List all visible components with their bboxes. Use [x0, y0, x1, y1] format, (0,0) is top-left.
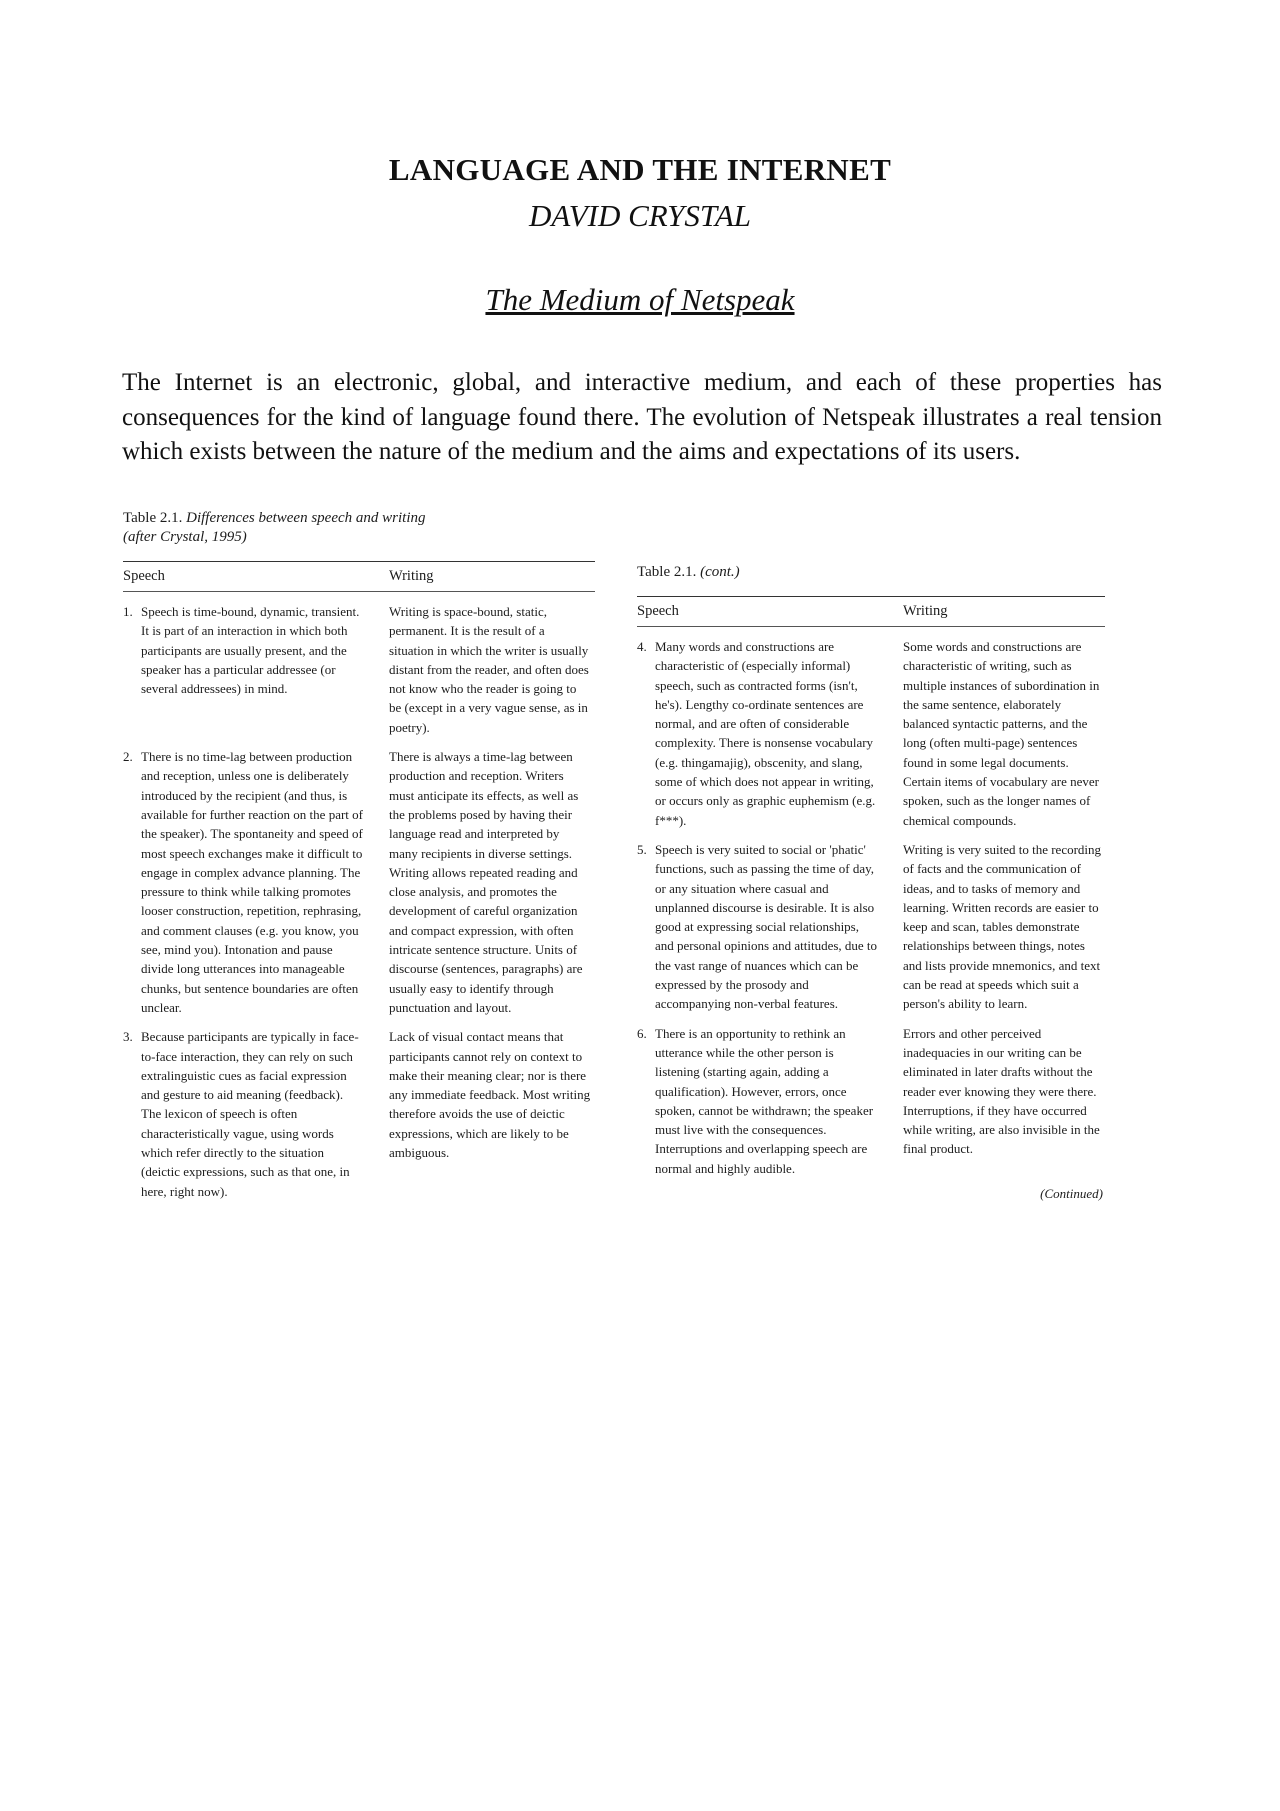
row-number: 6.	[637, 1025, 647, 1041]
speech-cell: There is no time-lag between production and reception, unless one is deliberately introduced by the recipient (and thus, is available for further reaction on the part of the speaker). The spontaneity and speed of most speech exchanges make it difficult to engage in complex advance planning. The pressure to think while talking promotes looser construction, repetition, rephrasing, and comment clauses (e.g. you know, you see, mind you). Intonation and pause divide long utterances into manageable chunks, but sentence boundaries are often unclear.	[141, 749, 363, 1015]
table-row	[637, 637, 1105, 830]
writing-cell: Lack of visual contact means that participants cannot rely on context to make their meaning clear; nor is there any immediate feedback. Most writing therefore avoids the use of deictic expressions, which are likely to be ambiguous.	[389, 1029, 591, 1161]
column-header-speech: Speech	[123, 568, 165, 584]
writing-cell: Errors and other perceived inadequacies in our writing can be eliminated in later drafts without the reader ever knowing they were there. Interruptions, if they have occurred while writing, are also invisible in the final product.	[903, 1025, 1100, 1157]
table-row	[637, 1024, 1105, 1178]
table-row	[123, 747, 595, 1017]
document-author: DAVID CRYSTAL	[528, 198, 752, 233]
speech-cell: Speech is very suited to social or 'phatic' functions, such as passing the time of day, or any situation where casual and unplanned discourse is desirable. It is also good at expressing social relationships, and personal opinions and attitudes, due to the vast range of nuances which can be expressed by the prosody and accompanying non-verbal features.	[655, 841, 878, 1012]
row-number: 3.	[123, 1029, 133, 1045]
column-header-writing: Writing	[903, 603, 948, 619]
table-speech-writing-continued	[637, 563, 1105, 1202]
writing-cell: Writing is very suited to the recording of facts and the communication of ideas, and to tasks of memory and learning. Written records are easier to keep and scan, tables demonstrate relationships between things, notes and lists provide mnemonics, and text can be read at speeds which suit a person's ability to learn.	[903, 841, 1102, 1012]
writing-cell: Writing is space-bound, static, permanent. It is the result of a situation in which the writer is usually distant from the reader, and often does not know who the reader is going to be (except in a very vague sense, as in poetry).	[389, 604, 589, 735]
speech-cell: Many words and constructions are characteristic of (especially informal) speech, such as contracted forms (isn't, he's). Lengthy co-ordinate sentences are normal, and are often of considerable complexity. There is nonsense vocabulary (e.g. thingamajig), obscenity, and slang, some of which does not appear in writing, or occurs only as graphic euphemism (e.g. f***).	[655, 639, 876, 828]
intro-paragraph: The Internet is an electronic, global, and interactive medium, and each of these properties has consequences for the kind of language found there. The evolution of Netspeak illustrates a real tension which exists between the nature of the medium and the aims and expectations of its users.	[122, 369, 1162, 465]
table-header-row	[123, 562, 595, 592]
speech-cell: Speech is time-bound, dynamic, transient. It is part of an interaction in which both participants are usually present, and the speaker has a particular addressee (or several addressees) in mind.	[141, 604, 360, 697]
row-number: 1.	[123, 604, 133, 619]
table-speech-writing	[123, 509, 595, 1201]
table-caption-note: (after Crystal, 1995)	[123, 529, 247, 545]
table-row	[123, 1027, 595, 1201]
row-number: 2.	[123, 749, 133, 765]
table-row	[637, 840, 1105, 1014]
continued-note: (Continued)	[1040, 1186, 1103, 1202]
table-row	[123, 602, 595, 737]
speech-cell: There is an opportunity to rethink an utterance while the other person is listening (starting again, adding a qualification). However, errors, once spoken, cannot be withdrawn; the speaker must live with the consequences. Interruptions and overlapping speech are normal and highly audible.	[655, 1025, 874, 1176]
table-caption-title: (cont.)	[700, 564, 740, 580]
section-title: The Medium of Netspeak	[485, 282, 795, 317]
row-number: 4.	[637, 639, 647, 654]
writing-cell: There is always a time-lag between production and reception. Writers must anticipate its effects, as well as the problems posed by having their language read and interpreted by many recipients in diverse settings. Writing allows repeated reading and close analysis, and promotes the development of careful organization and compact expression, with often intricate sentence structure. Units of discourse (sentences, paragraphs) are usually easy to identify through punctuation and layout.	[389, 749, 583, 1015]
table-header-row	[637, 597, 1105, 627]
table-caption	[637, 563, 1105, 582]
column-header-speech: Speech	[637, 603, 679, 619]
table-caption-label: Table 2.1.	[123, 510, 187, 526]
row-number: 5.	[637, 841, 647, 857]
speech-cell: Because participants are typically in face-to-face interaction, they can rely on such extralinguistic cues as facial expression and gesture to aid meaning (feedback). The lexicon of speech is often characteristically vague, using words which refer directly to the situation (deictic expressions, such as that one, in here, right now).	[141, 1029, 359, 1199]
table-caption-label: Table 2.1.	[637, 564, 701, 580]
column-header-writing: Writing	[389, 568, 434, 584]
writing-cell: Some words and constructions are characteristic of writing, such as multiple instances of subordination in the same sentence, elaborately balanced syntactic patterns, and the long (often multi-page) sentences found in some legal documents. Certain items of vocabulary are never spoken, such as the longer names of chemical compounds.	[903, 639, 1100, 828]
table-caption	[123, 509, 595, 547]
document-title: LANGUAGE AND THE INTERNET	[388, 152, 892, 187]
table-caption-title: Differences between speech and writing	[186, 510, 426, 526]
